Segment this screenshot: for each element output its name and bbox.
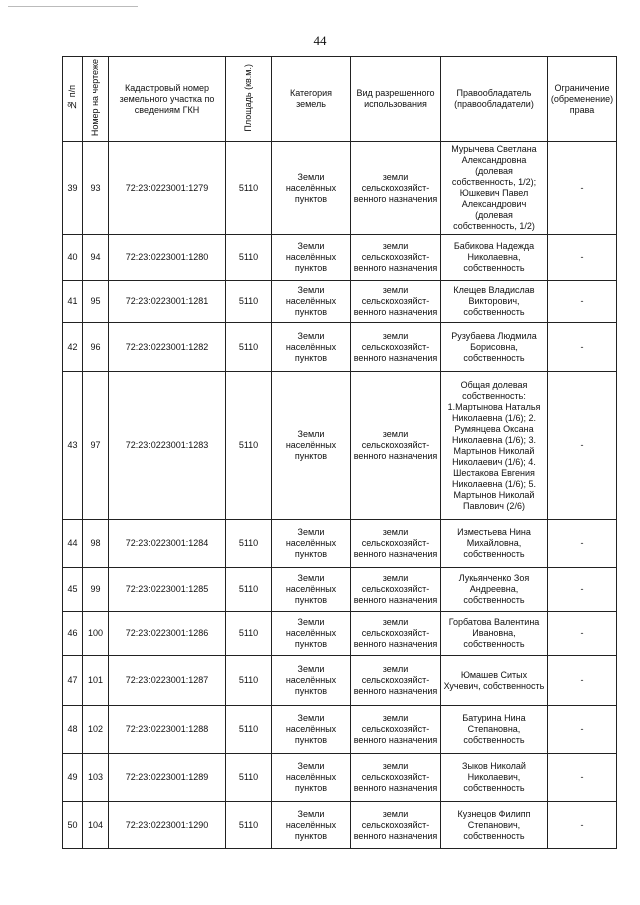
table-row [63, 142, 617, 235]
cell-cadastral: 72:23:0223001:1279 [109, 142, 226, 235]
header-num: № п/п [63, 57, 83, 142]
cell-num: 40 [63, 235, 83, 281]
cell-restriction: - [548, 281, 617, 323]
cell-category: Земли населённых пунктов [272, 142, 351, 235]
table-row [63, 323, 617, 372]
cell-cadastral: 72:23:0223001:1280 [109, 235, 226, 281]
cell-category: Земли населённых пунктов [272, 235, 351, 281]
cell-area: 5110 [226, 754, 272, 802]
header-use: Вид разрешенного использования [351, 57, 441, 142]
cell-drawing: 104 [83, 802, 109, 849]
cell-cadastral: 72:23:0223001:1288 [109, 706, 226, 754]
cell-use: земли сельскохозяйст-венного назначения [351, 372, 441, 520]
header-area: Площадь (кв.м.) [226, 57, 272, 142]
cell-owner: Мурычева Светлана Александровна (долевая собственность, 1/2); Юшкевич Павел Александрович (долевая собственность, 1/2) [441, 142, 548, 235]
cell-cadastral: 72:23:0223001:1283 [109, 372, 226, 520]
table-row [63, 520, 617, 568]
cell-restriction: - [548, 323, 617, 372]
cell-owner: Кузнецов Филипп Степанович, собственность [441, 802, 548, 849]
cell-restriction: - [548, 568, 617, 612]
cell-drawing: 102 [83, 706, 109, 754]
cell-drawing: 94 [83, 235, 109, 281]
table-row [63, 612, 617, 656]
cell-num: 43 [63, 372, 83, 520]
cell-drawing: 93 [83, 142, 109, 235]
cell-drawing: 99 [83, 568, 109, 612]
cell-owner: Батурина Нина Степановна, собственность [441, 706, 548, 754]
header-owner: Правообладатель (правообладатели) [441, 57, 548, 142]
cell-owner: Лукьянченко Зоя Андреевна, собственность [441, 568, 548, 612]
cell-restriction: - [548, 235, 617, 281]
cell-area: 5110 [226, 656, 272, 706]
cell-num: 41 [63, 281, 83, 323]
cell-restriction: - [548, 372, 617, 520]
cell-restriction: - [548, 706, 617, 754]
cell-owner: Горбатова Валентина Ивановна, собственность [441, 612, 548, 656]
cell-area: 5110 [226, 281, 272, 323]
cell-use: земли сельскохозяйст-венного назначения [351, 520, 441, 568]
cell-area: 5110 [226, 706, 272, 754]
cell-owner: Бабикова Надежда Николаевна, собственность [441, 235, 548, 281]
cell-restriction: - [548, 142, 617, 235]
cell-cadastral: 72:23:0223001:1290 [109, 802, 226, 849]
cell-restriction: - [548, 754, 617, 802]
cell-area: 5110 [226, 323, 272, 372]
header-cadastral: Кадастровый номер земельного участка по сведениям ГКН [109, 57, 226, 142]
cell-owner: Общая долевая собственность: 1.Мартынова Наталья Николаевна (1/6); 2. Румянцева Оксана Николаевна (1/6); 3. Мартынов Николай Николаевич (1/6); 4. Шестакова Евгения Николаевна (1/6); 5. Мартынов Николай Павлович (2/6) [441, 372, 548, 520]
cell-num: 50 [63, 802, 83, 849]
cell-num: 44 [63, 520, 83, 568]
cell-area: 5110 [226, 802, 272, 849]
cell-category: Земли населённых пунктов [272, 656, 351, 706]
cell-cadastral: 72:23:0223001:1286 [109, 612, 226, 656]
cell-num: 39 [63, 142, 83, 235]
cell-use: земли сельскохозяйст-венного назначения [351, 235, 441, 281]
cell-category: Земли населённых пунктов [272, 281, 351, 323]
cell-num: 46 [63, 612, 83, 656]
table-row [63, 281, 617, 323]
header-drawing: Номер на чертеже [83, 57, 109, 142]
cell-cadastral: 72:23:0223001:1289 [109, 754, 226, 802]
cell-restriction: - [548, 802, 617, 849]
table-row [63, 754, 617, 802]
table-row [63, 706, 617, 754]
cell-restriction: - [548, 612, 617, 656]
cell-owner: Юмашев Ситых Хучевич, собственность [441, 656, 548, 706]
table-row [63, 656, 617, 706]
header-row [63, 57, 617, 142]
header-restriction: Ограничение (обременение) права [548, 57, 617, 142]
cell-use: земли сельскохозяйст-венного назначения [351, 568, 441, 612]
land-plots-table [62, 56, 617, 849]
cell-use: земли сельскохозяйст-венного назначения [351, 281, 441, 323]
cell-category: Земли населённых пунктов [272, 323, 351, 372]
cell-use: земли сельскохозяйст-венного назначения [351, 802, 441, 849]
cell-cadastral: 72:23:0223001:1282 [109, 323, 226, 372]
cell-area: 5110 [226, 520, 272, 568]
cell-use: земли сельскохозяйст-венного назначения [351, 142, 441, 235]
top-rule [8, 6, 138, 7]
cell-category: Земли населённых пунктов [272, 372, 351, 520]
cell-num: 45 [63, 568, 83, 612]
cell-area: 5110 [226, 142, 272, 235]
cell-category: Земли населённых пунктов [272, 520, 351, 568]
cell-owner: Клещев Владислав Викторович, собственность [441, 281, 548, 323]
cell-num: 47 [63, 656, 83, 706]
cell-use: земли сельскохозяйст-венного назначения [351, 706, 441, 754]
cell-restriction: - [548, 520, 617, 568]
cell-drawing: 96 [83, 323, 109, 372]
cell-category: Земли населённых пунктов [272, 612, 351, 656]
cell-num: 49 [63, 754, 83, 802]
table-row [63, 568, 617, 612]
table-row [63, 802, 617, 849]
cell-num: 48 [63, 706, 83, 754]
header-category: Категория земель [272, 57, 351, 142]
cell-drawing: 98 [83, 520, 109, 568]
cell-cadastral: 72:23:0223001:1281 [109, 281, 226, 323]
cell-area: 5110 [226, 568, 272, 612]
cell-area: 5110 [226, 235, 272, 281]
cell-restriction: - [548, 656, 617, 706]
cell-drawing: 100 [83, 612, 109, 656]
cell-use: земли сельскохозяйст-венного назначения [351, 656, 441, 706]
cell-category: Земли населённых пунктов [272, 568, 351, 612]
table-row [63, 235, 617, 281]
cell-cadastral: 72:23:0223001:1284 [109, 520, 226, 568]
cell-area: 5110 [226, 612, 272, 656]
cell-category: Земли населённых пунктов [272, 706, 351, 754]
cell-owner: Рузубаева Людмила Борисовна, собственность [441, 323, 548, 372]
cell-use: земли сельскохозяйст-венного назначения [351, 612, 441, 656]
cell-owner: Зыков Николай Николаевич, собственность [441, 754, 548, 802]
cell-cadastral: 72:23:0223001:1287 [109, 656, 226, 706]
cell-category: Земли населённых пунктов [272, 754, 351, 802]
cell-area: 5110 [226, 372, 272, 520]
cell-drawing: 97 [83, 372, 109, 520]
cell-num: 42 [63, 323, 83, 372]
cell-cadastral: 72:23:0223001:1285 [109, 568, 226, 612]
cell-drawing: 101 [83, 656, 109, 706]
cell-use: земли сельскохозяйст-венного назначения [351, 323, 441, 372]
cell-drawing: 103 [83, 754, 109, 802]
page-number: 44 [313, 33, 327, 48]
cell-use: земли сельскохозяйст-венного назначения [351, 754, 441, 802]
table-row [63, 372, 617, 520]
cell-owner: Изместьева Нина Михайловна, собственность [441, 520, 548, 568]
cell-drawing: 95 [83, 281, 109, 323]
cell-category: Земли населённых пунктов [272, 802, 351, 849]
